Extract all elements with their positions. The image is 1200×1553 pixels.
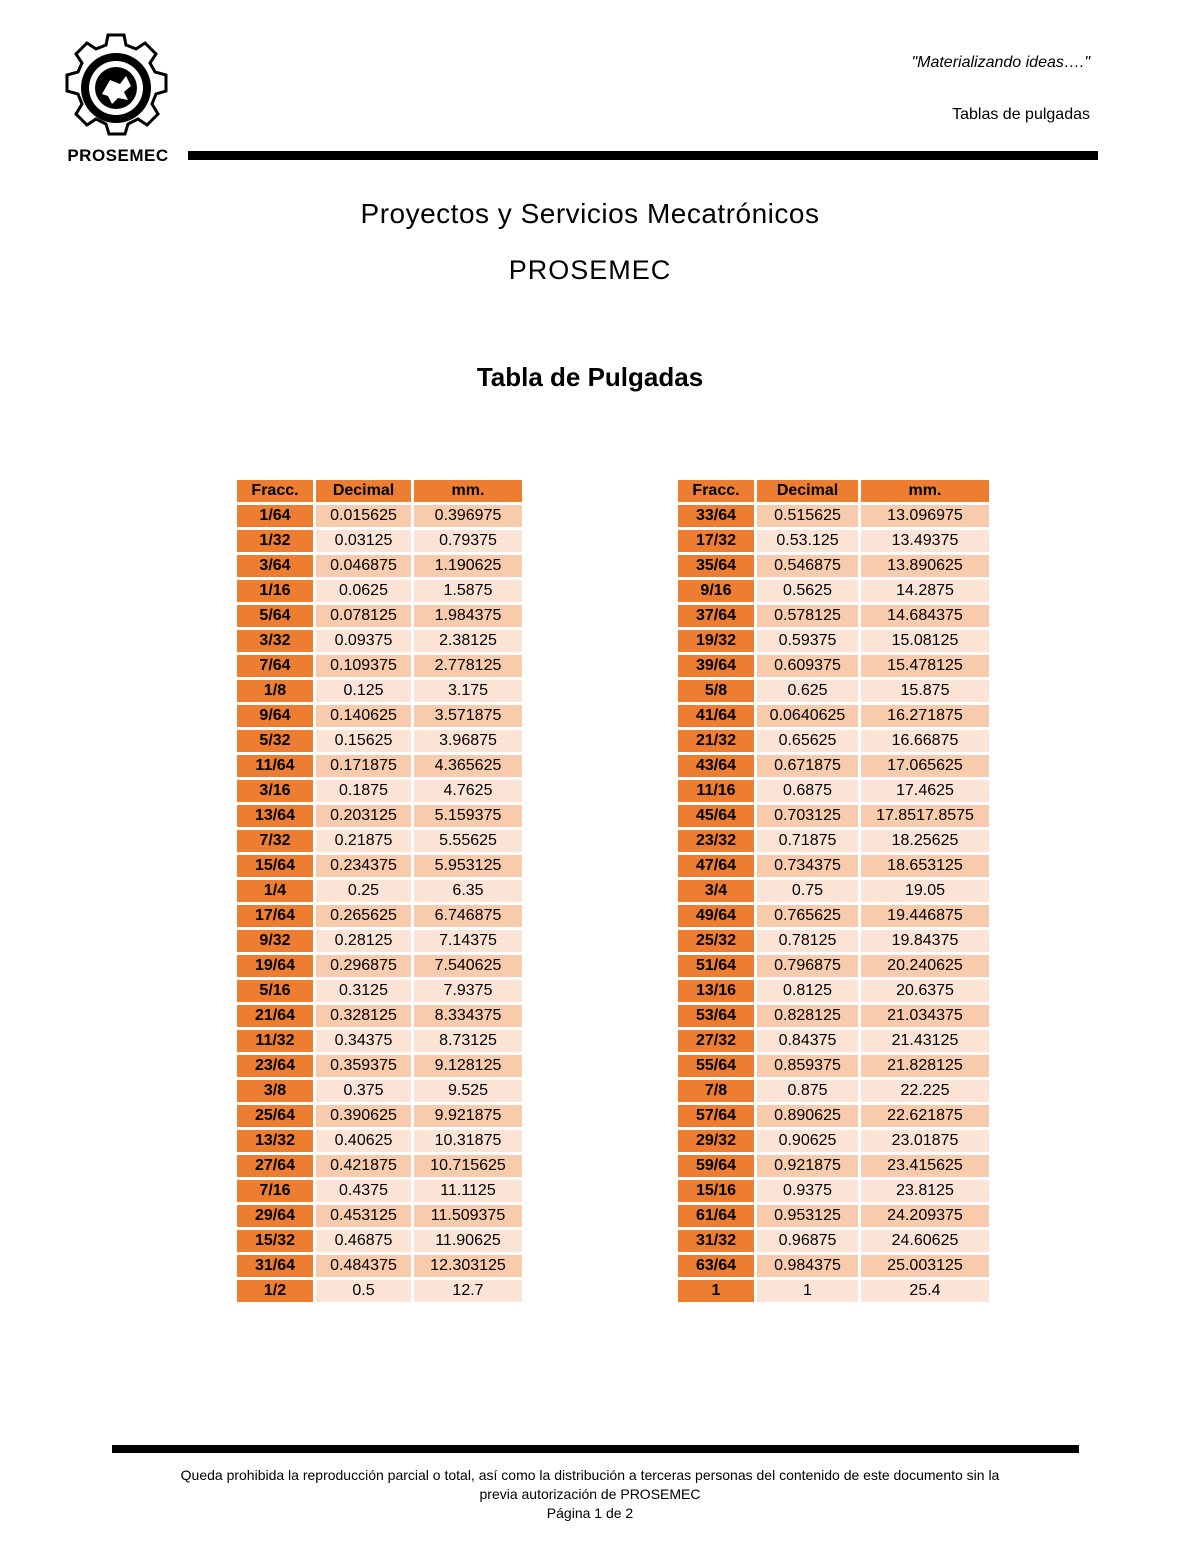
fraction-cell: 33/64 <box>678 505 754 527</box>
mm-cell: 8.334375 <box>414 1005 522 1027</box>
decimal-cell: 0.75 <box>757 880 858 902</box>
table-row <box>678 1255 989 1277</box>
mm-cell: 0.79375 <box>414 530 522 552</box>
footer-notice-line2: previa autorización de PROSEMEC <box>479 1486 701 1502</box>
mm-cell: 20.6375 <box>861 980 989 1002</box>
decimal-cell: 0.625 <box>757 680 858 702</box>
decimal-cell: 0.1875 <box>316 780 411 802</box>
mm-cell: 10.715625 <box>414 1155 522 1177</box>
fraction-cell: 21/64 <box>237 1005 313 1027</box>
decimal-cell: 0.4375 <box>316 1180 411 1202</box>
column-header-decimal: Decimal <box>316 480 411 502</box>
decimal-cell: 0.484375 <box>316 1255 411 1277</box>
decimal-cell: 1 <box>757 1280 858 1302</box>
fraction-cell: 1/64 <box>237 505 313 527</box>
fraction-cell: 45/64 <box>678 805 754 827</box>
mm-cell: 16.271875 <box>861 705 989 727</box>
decimal-cell: 0.125 <box>316 680 411 702</box>
decimal-cell: 0.03125 <box>316 530 411 552</box>
table-row <box>237 955 522 977</box>
inch-table-left <box>234 477 525 1305</box>
decimal-cell: 0.65625 <box>757 730 858 752</box>
fraction-cell: 1 <box>678 1280 754 1302</box>
table-row <box>237 1130 522 1152</box>
table-row <box>678 980 989 1002</box>
mm-cell: 24.60625 <box>861 1230 989 1252</box>
decimal-cell: 0.875 <box>757 1080 858 1102</box>
table-row <box>678 830 989 852</box>
fraction-cell: 63/64 <box>678 1255 754 1277</box>
mm-cell: 4.7625 <box>414 780 522 802</box>
decimal-cell: 0.328125 <box>316 1005 411 1027</box>
mm-cell: 6.35 <box>414 880 522 902</box>
fraction-cell: 7/32 <box>237 830 313 852</box>
table-header-row <box>237 480 522 502</box>
table-row <box>237 830 522 852</box>
decimal-cell: 0.28125 <box>316 930 411 952</box>
fraction-cell: 21/32 <box>678 730 754 752</box>
mm-cell: 17.4625 <box>861 780 989 802</box>
decimal-cell: 0.3125 <box>316 980 411 1002</box>
mm-cell: 3.96875 <box>414 730 522 752</box>
fraction-cell: 57/64 <box>678 1105 754 1127</box>
mm-cell: 10.31875 <box>414 1130 522 1152</box>
table-row <box>678 905 989 927</box>
fraction-cell: 1/32 <box>237 530 313 552</box>
mm-cell: 12.303125 <box>414 1255 522 1277</box>
mm-cell: 8.73125 <box>414 1030 522 1052</box>
column-header-fraction: Fracc. <box>678 480 754 502</box>
mm-cell: 9.921875 <box>414 1105 522 1127</box>
fraction-cell: 7/8 <box>678 1080 754 1102</box>
table-row <box>237 930 522 952</box>
table-row <box>237 1005 522 1027</box>
table-row <box>678 1105 989 1127</box>
header-divider <box>188 151 1098 160</box>
table-row <box>678 505 989 527</box>
mm-cell: 11.90625 <box>414 1230 522 1252</box>
mm-cell: 18.653125 <box>861 855 989 877</box>
mm-cell: 5.55625 <box>414 830 522 852</box>
table-row <box>678 680 989 702</box>
mm-cell: 11.1125 <box>414 1180 522 1202</box>
mm-cell: 14.684375 <box>861 605 989 627</box>
decimal-cell: 0.828125 <box>757 1005 858 1027</box>
fraction-cell: 1/8 <box>237 680 313 702</box>
fraction-cell: 49/64 <box>678 905 754 927</box>
decimal-cell: 0.046875 <box>316 555 411 577</box>
mm-cell: 20.240625 <box>861 955 989 977</box>
fraction-cell: 11/32 <box>237 1030 313 1052</box>
decimal-cell: 0.984375 <box>757 1255 858 1277</box>
fraction-cell: 13/16 <box>678 980 754 1002</box>
mm-cell: 1.984375 <box>414 605 522 627</box>
table-row <box>237 805 522 827</box>
company-name: Proyectos y Servicios Mecatrónicos <box>360 198 820 229</box>
table-row <box>237 680 522 702</box>
table-row <box>237 655 522 677</box>
decimal-cell: 0.546875 <box>757 555 858 577</box>
table-row <box>678 1180 989 1202</box>
fraction-cell: 9/32 <box>237 930 313 952</box>
table-row <box>678 1005 989 1027</box>
mm-cell: 23.8125 <box>861 1180 989 1202</box>
company-acronym: PROSEMEC <box>508 255 672 285</box>
fraction-cell: 23/64 <box>237 1055 313 1077</box>
decimal-cell: 0.40625 <box>316 1130 411 1152</box>
decimal-cell: 0.390625 <box>316 1105 411 1127</box>
fraction-cell: 23/32 <box>678 830 754 852</box>
mm-cell: 21.43125 <box>861 1030 989 1052</box>
decimal-cell: 0.78125 <box>757 930 858 952</box>
mm-cell: 1.5875 <box>414 580 522 602</box>
decimal-cell: 0.59375 <box>757 630 858 652</box>
fraction-cell: 55/64 <box>678 1055 754 1077</box>
fraction-cell: 13/64 <box>237 805 313 827</box>
table-header-row <box>678 480 989 502</box>
table-row <box>678 755 989 777</box>
decimal-cell: 0.703125 <box>757 805 858 827</box>
fraction-cell: 1/16 <box>237 580 313 602</box>
fraction-cell: 3/32 <box>237 630 313 652</box>
table-row <box>237 1105 522 1127</box>
mm-cell: 22.621875 <box>861 1105 989 1127</box>
fraction-cell: 3/4 <box>678 880 754 902</box>
table-row <box>678 655 989 677</box>
table-row <box>237 605 522 627</box>
table-row <box>678 705 989 727</box>
table-row <box>678 780 989 802</box>
fraction-cell: 9/16 <box>678 580 754 602</box>
inch-table-left-body <box>237 505 522 1302</box>
fraction-cell: 7/64 <box>237 655 313 677</box>
table-row <box>678 1080 989 1102</box>
decimal-cell: 0.5625 <box>757 580 858 602</box>
footer-divider <box>112 1445 1079 1453</box>
mm-cell: 13.49375 <box>861 530 989 552</box>
table-row <box>237 980 522 1002</box>
mm-cell: 7.540625 <box>414 955 522 977</box>
mm-cell: 7.14375 <box>414 930 522 952</box>
fraction-cell: 5/16 <box>237 980 313 1002</box>
decimal-cell: 0.609375 <box>757 655 858 677</box>
table-row <box>237 630 522 652</box>
table-row <box>237 530 522 552</box>
decimal-cell: 0.5 <box>316 1280 411 1302</box>
mm-cell: 3.571875 <box>414 705 522 727</box>
table-row <box>678 1280 989 1302</box>
fraction-cell: 19/32 <box>678 630 754 652</box>
mm-cell: 0.396975 <box>414 505 522 527</box>
fraction-cell: 5/64 <box>237 605 313 627</box>
decimal-cell: 0.515625 <box>757 505 858 527</box>
decimal-cell: 0.96875 <box>757 1230 858 1252</box>
decimal-cell: 0.734375 <box>757 855 858 877</box>
table-row <box>678 955 989 977</box>
decimal-cell: 0.015625 <box>316 505 411 527</box>
decimal-cell: 0.078125 <box>316 605 411 627</box>
mm-cell: 19.84375 <box>861 930 989 952</box>
logo-wordmark: PROSEMEC <box>67 146 169 165</box>
fraction-cell: 19/64 <box>237 955 313 977</box>
table-row <box>237 1280 522 1302</box>
fraction-cell: 5/32 <box>237 730 313 752</box>
table-row <box>237 1055 522 1077</box>
decimal-cell: 0.6875 <box>757 780 858 802</box>
decimal-cell: 0.578125 <box>757 605 858 627</box>
table-row <box>678 930 989 952</box>
table-row <box>237 1080 522 1102</box>
footer <box>100 1466 1080 1523</box>
mm-cell: 2.778125 <box>414 655 522 677</box>
table-row <box>678 1230 989 1252</box>
decimal-cell: 0.265625 <box>316 905 411 927</box>
table-row <box>237 705 522 727</box>
mm-cell: 19.05 <box>861 880 989 902</box>
decimal-cell: 0.171875 <box>316 755 411 777</box>
table-row <box>678 555 989 577</box>
fraction-cell: 27/32 <box>678 1030 754 1052</box>
table-row <box>237 580 522 602</box>
fraction-cell: 51/64 <box>678 955 754 977</box>
mm-cell: 13.890625 <box>861 555 989 577</box>
table-title: Tabla de Pulgadas <box>476 362 704 392</box>
mm-cell: 21.828125 <box>861 1055 989 1077</box>
decimal-cell: 0.84375 <box>757 1030 858 1052</box>
fraction-cell: 59/64 <box>678 1155 754 1177</box>
fraction-cell: 3/16 <box>237 780 313 802</box>
mm-cell: 18.25625 <box>861 830 989 852</box>
company-logo <box>58 30 178 170</box>
fraction-cell: 5/8 <box>678 680 754 702</box>
fraction-cell: 15/16 <box>678 1180 754 1202</box>
mm-cell: 19.446875 <box>861 905 989 927</box>
decimal-cell: 0.90625 <box>757 1130 858 1152</box>
fraction-cell: 47/64 <box>678 855 754 877</box>
table-row <box>237 880 522 902</box>
mm-cell: 23.01875 <box>861 1130 989 1152</box>
fraction-cell: 1/4 <box>237 880 313 902</box>
mm-cell: 17.8517.8575 <box>861 805 989 827</box>
mm-cell: 15.08125 <box>861 630 989 652</box>
mm-cell: 9.525 <box>414 1080 522 1102</box>
fraction-cell: 3/64 <box>237 555 313 577</box>
mm-cell: 23.415625 <box>861 1155 989 1177</box>
mm-cell: 1.190625 <box>414 555 522 577</box>
mm-cell: 24.209375 <box>861 1205 989 1227</box>
mm-cell: 5.953125 <box>414 855 522 877</box>
tagline: "Materializando ideas…." <box>911 54 1090 71</box>
decimal-cell: 0.375 <box>316 1080 411 1102</box>
decimal-cell: 0.9375 <box>757 1180 858 1202</box>
fraction-cell: 15/64 <box>237 855 313 877</box>
decimal-cell: 0.09375 <box>316 630 411 652</box>
table-row <box>678 1030 989 1052</box>
table-row <box>237 1180 522 1202</box>
mm-cell: 14.2875 <box>861 580 989 602</box>
decimal-cell: 0.453125 <box>316 1205 411 1227</box>
decimal-cell: 0.8125 <box>757 980 858 1002</box>
table-row <box>678 605 989 627</box>
table-row <box>237 855 522 877</box>
decimal-cell: 0.203125 <box>316 805 411 827</box>
fraction-cell: 25/64 <box>237 1105 313 1127</box>
column-header-fraction: Fracc. <box>237 480 313 502</box>
table-row <box>678 855 989 877</box>
decimal-cell: 0.296875 <box>316 955 411 977</box>
decimal-cell: 0.140625 <box>316 705 411 727</box>
column-header-mm: mm. <box>861 480 989 502</box>
decimal-cell: 0.34375 <box>316 1030 411 1052</box>
mm-cell: 25.4 <box>861 1280 989 1302</box>
fraction-cell: 43/64 <box>678 755 754 777</box>
fraction-cell: 27/64 <box>237 1155 313 1177</box>
decimal-cell: 0.953125 <box>757 1205 858 1227</box>
mm-cell: 15.478125 <box>861 655 989 677</box>
decimal-cell: 0.359375 <box>316 1055 411 1077</box>
fraction-cell: 17/64 <box>237 905 313 927</box>
decimal-cell: 0.109375 <box>316 655 411 677</box>
inch-table-right <box>675 477 992 1305</box>
decimal-cell: 0.234375 <box>316 855 411 877</box>
mm-cell: 22.225 <box>861 1080 989 1102</box>
fraction-cell: 29/32 <box>678 1130 754 1152</box>
decimal-cell: 0.46875 <box>316 1230 411 1252</box>
decimal-cell: 0.890625 <box>757 1105 858 1127</box>
table-row <box>678 880 989 902</box>
fraction-cell: 11/64 <box>237 755 313 777</box>
fraction-cell: 37/64 <box>678 605 754 627</box>
table-row <box>237 555 522 577</box>
table-row <box>678 530 989 552</box>
table-row <box>678 730 989 752</box>
mm-cell: 25.003125 <box>861 1255 989 1277</box>
mm-cell: 6.746875 <box>414 905 522 927</box>
table-row <box>237 730 522 752</box>
decimal-cell: 0.671875 <box>757 755 858 777</box>
fraction-cell: 35/64 <box>678 555 754 577</box>
table-row <box>237 1155 522 1177</box>
fraction-cell: 61/64 <box>678 1205 754 1227</box>
fraction-cell: 39/64 <box>678 655 754 677</box>
table-row <box>678 1155 989 1177</box>
fraction-cell: 9/64 <box>237 705 313 727</box>
decimal-cell: 0.25 <box>316 880 411 902</box>
fraction-cell: 41/64 <box>678 705 754 727</box>
decimal-cell: 0.921875 <box>757 1155 858 1177</box>
mm-cell: 15.875 <box>861 680 989 702</box>
fraction-cell: 53/64 <box>678 1005 754 1027</box>
table-row <box>237 1230 522 1252</box>
mm-cell: 2.38125 <box>414 630 522 652</box>
fraction-cell: 15/32 <box>237 1230 313 1252</box>
fraction-cell: 31/32 <box>678 1230 754 1252</box>
table-row <box>237 780 522 802</box>
table-row <box>237 1030 522 1052</box>
mm-cell: 3.175 <box>414 680 522 702</box>
decimal-cell: 0.421875 <box>316 1155 411 1177</box>
fraction-cell: 13/32 <box>237 1130 313 1152</box>
table-row <box>237 755 522 777</box>
decimal-cell: 0.0625 <box>316 580 411 602</box>
decimal-cell: 0.71875 <box>757 830 858 852</box>
mm-cell: 5.159375 <box>414 805 522 827</box>
decimal-cell: 0.765625 <box>757 905 858 927</box>
fraction-cell: 29/64 <box>237 1205 313 1227</box>
table-row <box>237 1255 522 1277</box>
mm-cell: 12.7 <box>414 1280 522 1302</box>
table-row <box>678 1130 989 1152</box>
fraction-cell: 31/64 <box>237 1255 313 1277</box>
mm-cell: 16.66875 <box>861 730 989 752</box>
footer-notice-line1: Queda prohibida la reproducción parcial o total, así como la distribución a terceras personas del contenido de este documento sin la <box>180 1467 1000 1483</box>
decimal-cell: 0.15625 <box>316 730 411 752</box>
gear-icon <box>58 30 178 145</box>
page-number: Página 1 de 2 <box>546 1505 634 1521</box>
table-row <box>678 630 989 652</box>
mm-cell: 9.128125 <box>414 1055 522 1077</box>
table-row <box>678 1055 989 1077</box>
decimal-cell: 0.796875 <box>757 955 858 977</box>
table-row <box>678 580 989 602</box>
mm-cell: 17.065625 <box>861 755 989 777</box>
mm-cell: 13.096975 <box>861 505 989 527</box>
decimal-cell: 0.859375 <box>757 1055 858 1077</box>
decimal-cell: 0.0640625 <box>757 705 858 727</box>
mm-cell: 21.034375 <box>861 1005 989 1027</box>
inch-table-right-body <box>678 505 989 1302</box>
table-row <box>237 1205 522 1227</box>
decimal-cell: 0.21875 <box>316 830 411 852</box>
fraction-cell: 7/16 <box>237 1180 313 1202</box>
fraction-cell: 17/32 <box>678 530 754 552</box>
table-row <box>237 905 522 927</box>
fraction-cell: 3/8 <box>237 1080 313 1102</box>
mm-cell: 11.509375 <box>414 1205 522 1227</box>
decimal-cell: 0.53.125 <box>757 530 858 552</box>
fraction-cell: 25/32 <box>678 930 754 952</box>
mm-cell: 4.365625 <box>414 755 522 777</box>
column-header-mm: mm. <box>414 480 522 502</box>
mm-cell: 7.9375 <box>414 980 522 1002</box>
fraction-cell: 1/2 <box>237 1280 313 1302</box>
table-row <box>678 1205 989 1227</box>
fraction-cell: 11/16 <box>678 780 754 802</box>
table-row <box>237 505 522 527</box>
table-row <box>678 805 989 827</box>
column-header-decimal: Decimal <box>757 480 858 502</box>
document-label: Tablas de pulgadas <box>952 106 1090 123</box>
